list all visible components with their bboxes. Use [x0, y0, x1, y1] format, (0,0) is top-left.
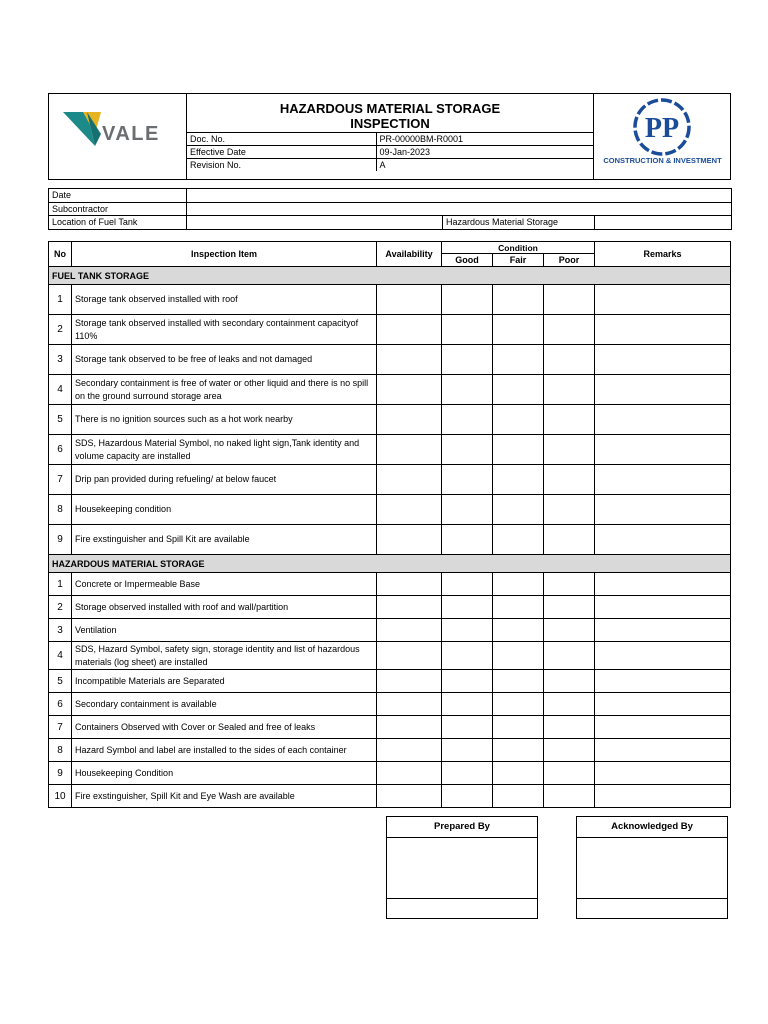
good-cell[interactable]	[442, 315, 493, 345]
remarks-cell[interactable]	[595, 315, 731, 345]
item-text: Housekeeping condition	[72, 495, 377, 525]
inspection-table	[48, 241, 731, 808]
poor-cell[interactable]	[544, 619, 595, 642]
poor-cell[interactable]	[544, 642, 595, 670]
good-cell[interactable]	[442, 525, 493, 555]
table-row	[49, 739, 731, 762]
acknowledged-by-name-field[interactable]	[577, 899, 727, 919]
table-row	[49, 465, 731, 495]
fair-cell[interactable]	[493, 435, 544, 465]
document-subtitle: INSPECTION	[350, 116, 430, 131]
good-cell[interactable]	[442, 345, 493, 375]
poor-cell[interactable]	[544, 739, 595, 762]
table-row	[49, 619, 731, 642]
prepared-by-name-field[interactable]	[387, 899, 537, 919]
fair-cell[interactable]	[493, 573, 544, 596]
item-number: 6	[49, 435, 72, 465]
document-title: HAZARDOUS MATERIAL STORAGE	[279, 101, 501, 116]
poor-cell[interactable]	[544, 596, 595, 619]
poor-cell[interactable]	[544, 573, 595, 596]
item-text: There is no ignition sources such as a hot work nearby	[72, 405, 377, 435]
poor-cell[interactable]	[544, 285, 595, 315]
table-row	[49, 716, 731, 739]
document-header	[48, 93, 731, 180]
column-header-availability: Availability	[377, 242, 442, 267]
acknowledged-by-box	[576, 816, 728, 919]
section-row-fuel-tank	[49, 267, 731, 285]
table-row	[49, 345, 731, 375]
meta-row-revision	[187, 159, 593, 172]
pp-logo-mark: PP	[644, 113, 680, 144]
item-text: SDS, Hazard Symbol, safety sign, storage identity and list of hazardous materials (log sheet) are installed	[72, 642, 377, 670]
item-text: Fire exstinguisher and Spill Kit are available	[72, 525, 377, 555]
good-cell[interactable]	[442, 693, 493, 716]
item-number: 1	[49, 285, 72, 315]
availability-cell[interactable]	[377, 525, 442, 555]
availability-cell[interactable]	[377, 739, 442, 762]
remarks-cell[interactable]	[595, 716, 731, 739]
good-cell[interactable]	[442, 285, 493, 315]
item-number: 9	[49, 525, 72, 555]
table-row	[49, 525, 731, 555]
column-header-remarks: Remarks	[595, 242, 731, 267]
item-number: 3	[49, 345, 72, 375]
availability-cell[interactable]	[377, 285, 442, 315]
availability-cell[interactable]	[377, 315, 442, 345]
poor-cell[interactable]	[544, 785, 595, 808]
availability-cell[interactable]	[377, 693, 442, 716]
meta-row-doc-no	[187, 133, 593, 146]
good-cell[interactable]	[442, 762, 493, 785]
table-row	[49, 435, 731, 465]
column-header-fair: Fair	[493, 254, 544, 267]
fair-cell[interactable]	[493, 375, 544, 405]
acknowledged-by-signature-field[interactable]	[577, 838, 727, 899]
subcontractor-label: Subcontractor	[49, 202, 187, 216]
info-table	[48, 188, 732, 230]
pp-logo-text: CONSTRUCTION & INVESTMENT	[603, 156, 722, 165]
fair-cell[interactable]	[493, 739, 544, 762]
column-header-poor: Poor	[544, 254, 595, 267]
title-cell	[187, 94, 594, 180]
location-label: Location of Fuel Tank	[49, 216, 187, 230]
item-number: 8	[49, 495, 72, 525]
table-row	[49, 375, 731, 405]
item-number: 8	[49, 739, 72, 762]
meta-row-effective-date	[187, 146, 593, 159]
vale-logo-cell	[49, 94, 187, 180]
remarks-cell[interactable]	[595, 670, 731, 693]
poor-cell[interactable]	[544, 405, 595, 435]
document-meta	[187, 132, 593, 171]
poor-cell[interactable]	[544, 315, 595, 345]
item-text: Storage observed installed with roof and wall/partition	[72, 596, 377, 619]
item-number: 6	[49, 693, 72, 716]
poor-cell[interactable]	[544, 495, 595, 525]
availability-cell[interactable]	[377, 465, 442, 495]
fair-cell[interactable]	[493, 642, 544, 670]
availability-cell[interactable]	[377, 495, 442, 525]
poor-cell[interactable]	[544, 762, 595, 785]
availability-cell[interactable]	[377, 573, 442, 596]
availability-cell[interactable]	[377, 670, 442, 693]
poor-cell[interactable]	[544, 693, 595, 716]
poor-cell[interactable]	[544, 465, 595, 495]
availability-cell[interactable]	[377, 435, 442, 465]
meta-label: Effective Date	[187, 146, 376, 159]
fair-cell[interactable]	[493, 762, 544, 785]
item-number: 9	[49, 762, 72, 785]
fair-cell[interactable]	[493, 405, 544, 435]
date-label: Date	[49, 189, 187, 203]
remarks-cell[interactable]	[595, 596, 731, 619]
item-text: Housekeeping Condition	[72, 762, 377, 785]
item-number: 5	[49, 670, 72, 693]
poor-cell[interactable]	[544, 716, 595, 739]
prepared-by-label: Prepared By	[387, 817, 537, 838]
good-cell[interactable]	[442, 716, 493, 739]
item-text: Fire exstinguisher, Spill Kit and Eye Wash are available	[72, 785, 377, 808]
good-cell[interactable]	[442, 405, 493, 435]
availability-cell[interactable]	[377, 785, 442, 808]
remarks-cell[interactable]	[595, 785, 731, 808]
poor-cell[interactable]	[544, 435, 595, 465]
meta-value: 09-Jan-2023	[379, 147, 431, 157]
remarks-cell[interactable]	[595, 465, 731, 495]
item-text: Containers Observed with Cover or Sealed and free of leaks	[72, 716, 377, 739]
availability-cell[interactable]	[377, 619, 442, 642]
good-cell[interactable]	[442, 573, 493, 596]
fair-cell[interactable]	[493, 670, 544, 693]
item-text: Storage tank observed to be free of leaks and not damaged	[72, 345, 377, 375]
availability-cell[interactable]	[377, 345, 442, 375]
table-row	[49, 762, 731, 785]
item-number: 7	[49, 465, 72, 495]
subcontractor-field[interactable]	[187, 202, 732, 216]
table-row	[49, 596, 731, 619]
pp-logo-icon	[631, 96, 693, 158]
table-row	[49, 670, 731, 693]
table-row	[49, 693, 731, 716]
item-number: 1	[49, 573, 72, 596]
table-row	[49, 642, 731, 670]
item-number: 7	[49, 716, 72, 739]
item-text: Concrete or Impermeable Base	[72, 573, 377, 596]
item-number: 5	[49, 405, 72, 435]
remarks-cell[interactable]	[595, 693, 731, 716]
good-cell[interactable]	[442, 642, 493, 670]
item-number: 2	[49, 596, 72, 619]
item-text: Storage tank observed installed with roof	[72, 285, 377, 315]
item-text: Storage tank observed installed with secondary containment capacityof 110%	[72, 315, 377, 345]
remarks-cell[interactable]	[595, 345, 731, 375]
item-text: Hazard Symbol and label are installed to the sides of each container	[72, 739, 377, 762]
fair-cell[interactable]	[493, 619, 544, 642]
poor-cell[interactable]	[544, 525, 595, 555]
location-value: Hazardous Material Storage	[443, 216, 595, 230]
column-header-no: No	[49, 242, 72, 267]
table-row	[49, 785, 731, 808]
remarks-cell[interactable]	[595, 435, 731, 465]
remarks-cell[interactable]	[595, 375, 731, 405]
good-cell[interactable]	[442, 619, 493, 642]
remarks-cell[interactable]	[595, 405, 731, 435]
fair-cell[interactable]	[493, 596, 544, 619]
vale-logo-text: VALE	[102, 123, 160, 145]
item-number: 2	[49, 315, 72, 345]
good-cell[interactable]	[442, 435, 493, 465]
availability-cell[interactable]	[377, 642, 442, 670]
remarks-cell[interactable]	[595, 642, 731, 670]
table-row	[49, 405, 731, 435]
item-text: Drip pan provided during refueling/ at below faucet	[72, 465, 377, 495]
column-header-item: Inspection Item	[72, 242, 377, 267]
meta-label: Doc. No.	[187, 133, 376, 146]
good-cell[interactable]	[442, 739, 493, 762]
good-cell[interactable]	[442, 596, 493, 619]
table-row	[49, 495, 731, 525]
fair-cell[interactable]	[493, 465, 544, 495]
meta-value: A	[379, 160, 386, 170]
fair-cell[interactable]	[493, 285, 544, 315]
good-cell[interactable]	[442, 785, 493, 808]
remarks-cell[interactable]	[595, 495, 731, 525]
remarks-cell[interactable]	[595, 619, 731, 642]
poor-cell[interactable]	[544, 670, 595, 693]
section-title: FUEL TANK STORAGE	[49, 267, 731, 285]
item-text: SDS, Hazardous Material Symbol, no naked light sign,Tank identity and volume capacity are installed	[72, 435, 377, 465]
availability-cell[interactable]	[377, 405, 442, 435]
table-row	[49, 285, 731, 315]
section-title: HAZARDOUS MATERIAL STORAGE	[49, 555, 731, 573]
prepared-by-box	[386, 816, 538, 919]
column-header-good: Good	[442, 254, 493, 267]
item-text: Incompatible Materials are Separated	[72, 670, 377, 693]
item-number: 4	[49, 642, 72, 670]
good-cell[interactable]	[442, 465, 493, 495]
item-text: Secondary containment is available	[72, 693, 377, 716]
fair-cell[interactable]	[493, 345, 544, 375]
fair-cell[interactable]	[493, 693, 544, 716]
section-row-hazardous-material	[49, 555, 731, 573]
fair-cell[interactable]	[493, 716, 544, 739]
remarks-cell[interactable]	[595, 573, 731, 596]
location-extra-field[interactable]	[595, 216, 732, 230]
remarks-cell[interactable]	[595, 739, 731, 762]
item-text: Ventilation	[72, 619, 377, 642]
good-cell[interactable]	[442, 495, 493, 525]
remarks-cell[interactable]	[595, 762, 731, 785]
meta-value: PR-00000BM-R0001	[379, 134, 464, 144]
meta-label: Revision No.	[187, 159, 376, 172]
good-cell[interactable]	[442, 375, 493, 405]
column-header-condition: Condition	[442, 242, 595, 254]
fair-cell[interactable]	[493, 495, 544, 525]
item-number: 3	[49, 619, 72, 642]
availability-cell[interactable]	[377, 762, 442, 785]
pp-logo-cell	[594, 94, 731, 180]
remarks-cell[interactable]	[595, 285, 731, 315]
prepared-by-signature-field[interactable]	[387, 838, 537, 899]
fair-cell[interactable]	[493, 315, 544, 345]
poor-cell[interactable]	[544, 345, 595, 375]
table-row	[49, 573, 731, 596]
table-row	[49, 315, 731, 345]
availability-cell[interactable]	[377, 716, 442, 739]
availability-cell[interactable]	[377, 596, 442, 619]
remarks-cell[interactable]	[595, 525, 731, 555]
item-text: Secondary containment is free of water or other liquid and there is no spill on the ground surround storage area	[72, 375, 377, 405]
fair-cell[interactable]	[493, 525, 544, 555]
acknowledged-by-label: Acknowledged By	[577, 817, 727, 838]
date-field[interactable]	[187, 189, 732, 203]
availability-cell[interactable]	[377, 375, 442, 405]
good-cell[interactable]	[442, 670, 493, 693]
item-number: 10	[49, 785, 72, 808]
item-number: 4	[49, 375, 72, 405]
location-field[interactable]	[187, 216, 443, 230]
fair-cell[interactable]	[493, 785, 544, 808]
poor-cell[interactable]	[544, 375, 595, 405]
